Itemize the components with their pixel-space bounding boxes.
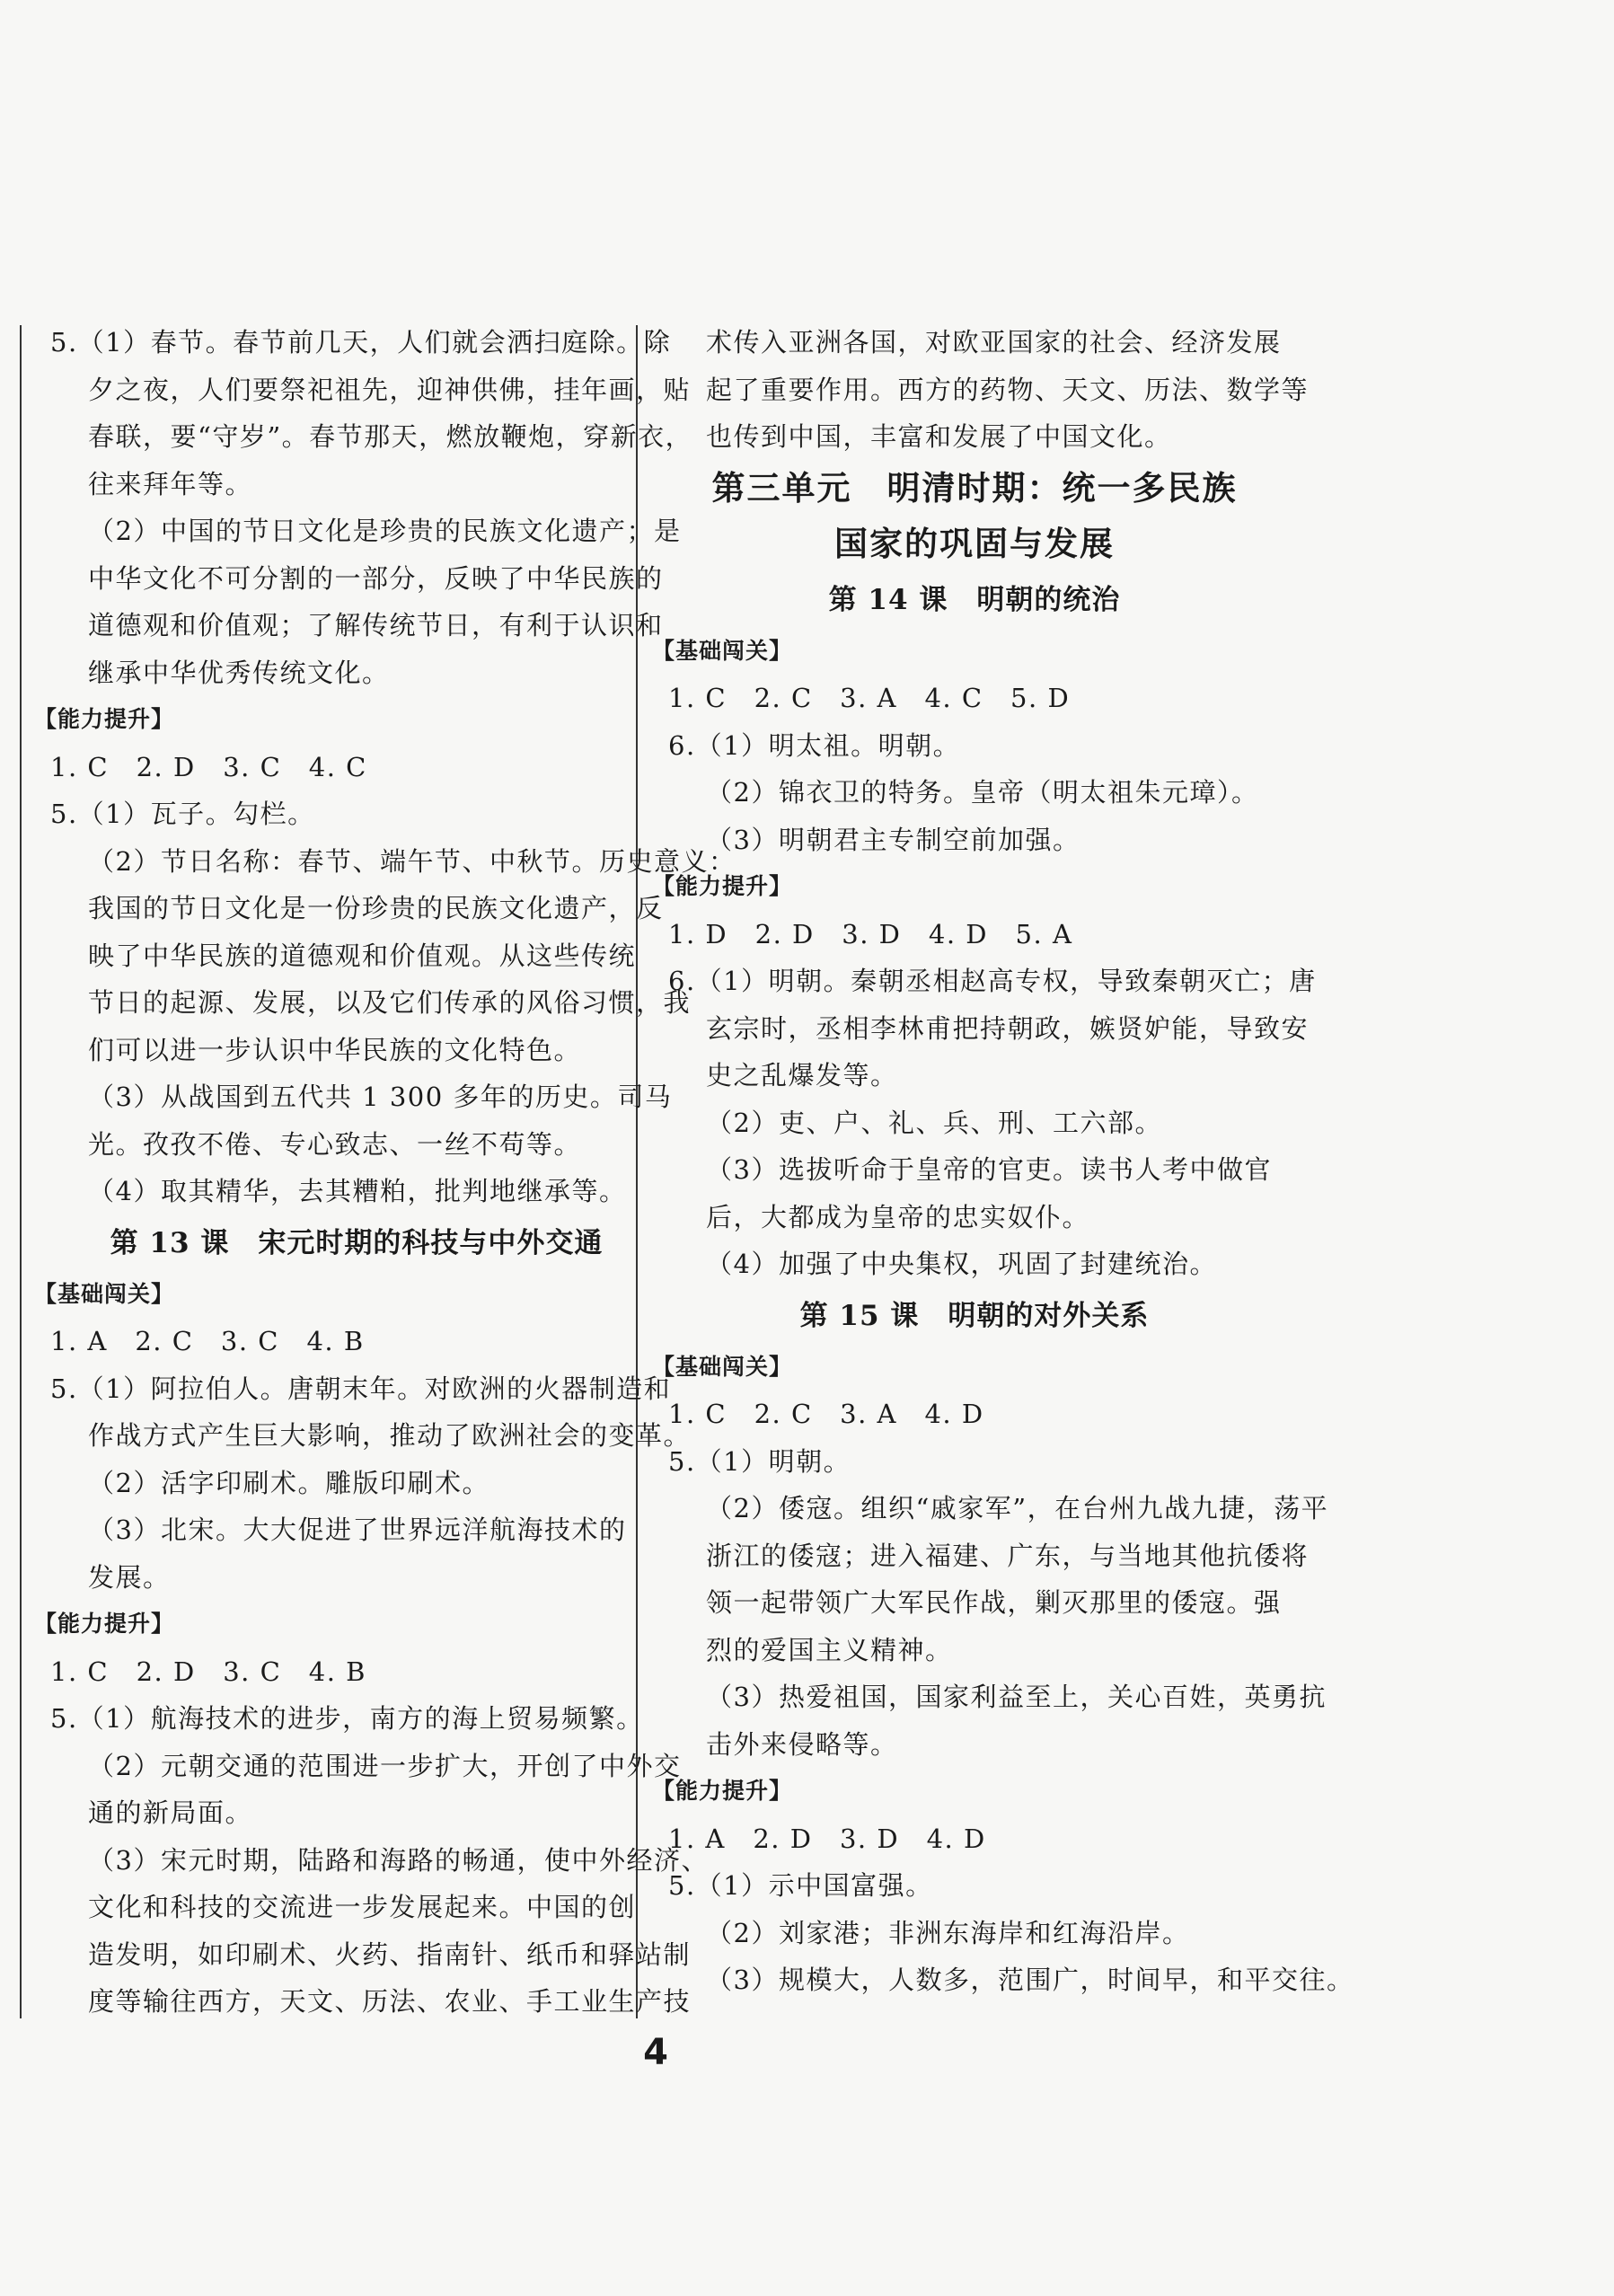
answer-line: （2）锦衣卫的特务。皇帝（明太祖朱元璋）。 [706, 777, 1259, 808]
answer-line: 烈的爱国主义精神。 [706, 1634, 953, 1665]
answer-line: 击外来侵略等。 [706, 1728, 898, 1760]
section-heading: 【能力提升】 [652, 1778, 793, 1804]
answer-line: 夕之夜，人们要祭祀祖先，迎神供佛，挂年画，贴 [88, 374, 692, 405]
answer-line: （2）中国的节日文化是珍贵的民族文化遗产；是 [88, 516, 682, 546]
answer-line: 5.（1）示中国富强。 [668, 1870, 933, 1901]
unit-title: 国家的巩固与发展 [834, 524, 1115, 563]
left-column [34, 319, 736, 2026]
answer-line: （3）热爱祖国，国家利益至上，关心百姓，英勇抗 [706, 1682, 1327, 1712]
section-heading: 【基础闯关】 [652, 1353, 793, 1380]
answer-line: （3）宋元时期，陆路和海路的畅通，使中外经济、 [88, 1844, 709, 1876]
answer-line: 发展。 [88, 1561, 171, 1593]
answer-line: （3）北宋。大大促进了世界远洋航海技术的 [88, 1514, 627, 1545]
answer-line: 1. A 2. C 3. C 4. B [50, 1326, 365, 1356]
answer-line: 也传到中国，丰富和发展了中国文化。 [706, 421, 1172, 452]
answer-line: 6.（1）明太祖。明朝。 [668, 729, 961, 761]
answer-line: 领一起带领广大军民作战，剿灭那里的倭寇。强 [706, 1587, 1282, 1618]
answer-line: 往来拜年等。 [88, 468, 253, 499]
answer-line: 作战方式产生巨大影响，推动了欧洲社会的变革。 [88, 1420, 692, 1451]
answer-line: 术传入亚洲各国，对欧亚国家的社会、经济发展 [706, 327, 1282, 358]
answer-line: 1. C 2. D 3. C 4. B [50, 1656, 366, 1687]
answer-line: 我国的节日文化是一份珍贵的民族文化遗产，反 [88, 893, 664, 923]
answer-line: 浙江的倭寇；进入福建、广东，与当地其他抗倭将 [706, 1540, 1310, 1571]
answer-line: （2）节日名称：春节、端午节、中秋节。历史意义： [88, 845, 736, 877]
section-heading: 【能力提升】 [34, 1611, 175, 1637]
answer-line: （2）刘家港；非洲东海岸和红海沿岸。 [706, 1917, 1190, 1948]
answer-line: 1. D 2. D 3. D 4. D 5. A [668, 918, 1073, 949]
answer-line: （4）加强了中央集权，巩固了封建统治。 [706, 1249, 1217, 1279]
answer-line: （2）活字印刷术。雕版印刷术。 [88, 1467, 489, 1498]
answer-line: （2）倭寇。组织“戚家军”，在台州九战九捷，荡平 [706, 1493, 1329, 1523]
answer-line: （3）从战国到五代共 1 300 多年的历史。司马 [88, 1082, 673, 1112]
lesson-title: 第 14 课 明朝的统治 [828, 583, 1121, 616]
answer-line: （3）明朝君主专制空前加强。 [706, 824, 1080, 855]
answer-line: 5.（1）航海技术的进步，南方的海上贸易频繁。 [50, 1703, 644, 1734]
answer-line: 文化和科技的交流进一步发展起来。中国的创 [88, 1892, 637, 1922]
answer-line: 中华文化不可分割的一部分，反映了中华民族的 [88, 562, 664, 594]
answer-line: 5.（1）春节。春节前几天，人们就会洒扫庭除。除 [50, 327, 672, 358]
answer-line: 映了中华民族的道德观和价值观。从这些传统 [88, 940, 637, 971]
answer-line: （2）吏、户、礼、兵、刑、工六部。 [706, 1107, 1162, 1138]
answer-line: 造发明，如印刷术、火药、指南针、纸币和驿站制 [88, 1938, 692, 1970]
left-margin-rule [20, 325, 22, 2018]
page-number: 4 [643, 2032, 668, 2073]
answer-line: 光。孜孜不倦、专心致志、一丝不苟等。 [88, 1128, 582, 1160]
answer-line: 1. C 2. C 3. A 4. D [668, 1399, 984, 1429]
answer-line: （4）取其精华，去其糟粕，批判地继承等。 [88, 1176, 627, 1206]
right-column [652, 319, 1354, 2004]
lesson-title: 第 15 课 明朝的对外关系 [799, 1299, 1150, 1332]
answer-line: 后，大都成为皇帝的忠实奴仆。 [706, 1201, 1090, 1232]
answer-line: 5.（1）阿拉伯人。唐朝末年。对欧洲的火器制造和 [50, 1373, 672, 1404]
answer-line: 通的新局面。 [88, 1797, 253, 1828]
answer-line: （3）选拔听命于皇帝的官吏。读书人考中做官 [706, 1154, 1272, 1185]
answer-line: 们可以进一步认识中华民族的文化特色。 [88, 1034, 582, 1065]
answer-line: （3）规模大，人数多，范围广，时间早，和平交往。 [706, 1965, 1354, 1995]
section-heading: 【能力提升】 [652, 873, 793, 899]
section-heading: 【基础闯关】 [34, 1280, 175, 1307]
answer-line: 继承中华优秀传统文化。 [88, 657, 390, 688]
answer-line: 玄宗时，丞相李林甫把持朝政，嫉贤妒能，导致安 [706, 1012, 1310, 1044]
answer-line: 道德观和价值观；了解传统节日，有利于认识和 [88, 610, 664, 640]
answer-line: 度等输往西方，天文、历法、农业、手工业生产技 [88, 1986, 692, 2017]
answer-line: 6.（1）明朝。秦朝丞相赵高专权，导致秦朝灭亡；唐 [668, 966, 1317, 996]
answer-line: 起了重要作用。西方的药物、天文、历法、数学等 [706, 374, 1310, 405]
answer-line: （2）元朝交通的范围进一步扩大，开创了中外交 [88, 1750, 682, 1781]
answer-line: 史之乱爆发等。 [706, 1060, 898, 1091]
answer-line: 1. C 2. D 3. C 4. C [50, 751, 367, 782]
answer-line: 1. C 2. C 3. A 4. C 5. D [668, 683, 1071, 713]
answer-line: 节日的起源、发展，以及它们传承的风俗习惯，我 [88, 987, 692, 1018]
answer-line: 5.（1）瓦子。勾栏。 [50, 799, 315, 829]
answer-line: 5.（1）明朝。 [668, 1445, 851, 1477]
answer-line: 1. A 2. D 3. D 4. D [668, 1823, 986, 1854]
answer-line: 春联，要“守岁”。春节那天，燃放鞭炮，穿新衣， [88, 421, 693, 452]
unit-title: 第三单元 明清时期：统一多民族 [711, 468, 1238, 508]
lesson-title: 第 13 课 宋元时期的科技与中外交通 [110, 1226, 604, 1259]
section-heading: 【基础闯关】 [652, 637, 793, 664]
section-heading: 【能力提升】 [34, 706, 175, 732]
